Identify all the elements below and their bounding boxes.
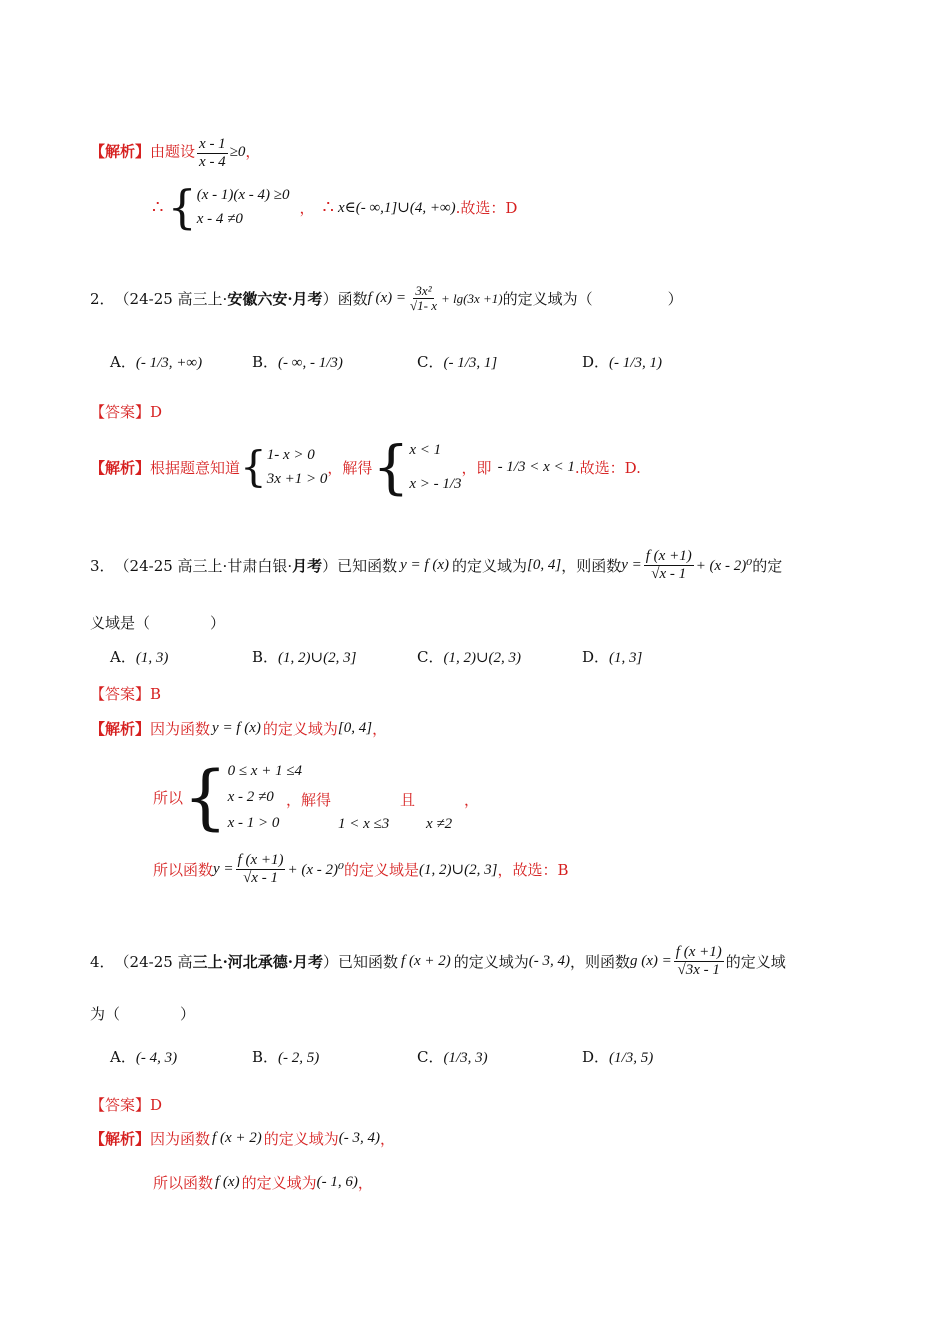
conclusion: .故选：D <box>455 198 518 217</box>
system-line: 0 ≤ x + 1 ≤4 <box>227 763 303 779</box>
punctuation: ， <box>379 1130 395 1148</box>
analysis-text: 所以 <box>153 788 184 807</box>
function-lhs: y = <box>621 556 642 573</box>
source: ）函数 <box>322 290 368 309</box>
analysis-text: 的定义域是 <box>344 860 420 879</box>
fraction-numerator: f (x +1) <box>237 852 284 868</box>
option-b[interactable] <box>252 1046 319 1067</box>
option-label: C． <box>417 648 444 666</box>
system-line: x - 2 ≠0 <box>227 789 274 805</box>
option-b[interactable] <box>252 351 343 372</box>
option-value: (1/3, 3) <box>443 1050 488 1066</box>
system-line: x > - 1/3 <box>409 476 462 492</box>
equation-system <box>197 183 290 231</box>
answer-value: D <box>150 403 163 421</box>
therefore-symbol: ∴ <box>152 196 164 218</box>
option-label: A． <box>110 353 136 371</box>
domain: (- 1, 6) <box>316 1174 358 1190</box>
solve-text: ，解得 <box>286 791 332 809</box>
q3-answer <box>90 683 161 704</box>
fraction-denominator: √x - 1 <box>651 565 687 582</box>
domain: (- 3, 4) <box>338 1130 380 1146</box>
inequality: ≥0 <box>229 144 246 161</box>
q4-analysis <box>90 1128 395 1149</box>
q3-stem-line2: 义域是（ ） <box>90 614 226 632</box>
option-value: (- 4, 3) <box>135 1050 178 1066</box>
q4-options <box>110 1038 890 1078</box>
result-2: x ≠2 <box>426 816 453 832</box>
system-line: 1- x > 0 <box>266 447 315 463</box>
stem-text: 的定义域为 <box>453 952 529 971</box>
fraction-denominator: √1- x <box>410 298 437 314</box>
function: f (x + 2) <box>401 952 451 969</box>
option-d[interactable] <box>582 351 662 372</box>
answer-tag: 【答案】 <box>90 685 151 703</box>
punctuation: ， <box>299 198 315 217</box>
analysis-tag: 【解析】 <box>90 142 151 161</box>
left-brace: { <box>240 442 267 491</box>
q4-answer <box>90 1094 162 1115</box>
q3-stem <box>90 548 782 582</box>
option-c[interactable] <box>417 646 521 667</box>
answer-value: D <box>150 1096 163 1114</box>
punctuation: ， <box>464 791 480 809</box>
option-label: B． <box>252 1048 279 1066</box>
question-number: 2． <box>90 290 115 309</box>
left-brace: { <box>183 756 228 838</box>
option-value: (1/3, 5) <box>609 1050 654 1066</box>
function-tail: + (x - 2)⁰ <box>695 557 753 574</box>
answer-tag: 【答案】 <box>90 1096 151 1114</box>
fraction-numerator: x - 1 <box>199 136 226 152</box>
option-c[interactable] <box>417 1046 488 1067</box>
q2-stem <box>90 284 683 314</box>
option-value: (- 1/3, +∞) <box>135 355 203 371</box>
domain: [0, 4] <box>337 720 373 736</box>
q4-analysis-line2 <box>153 1172 373 1193</box>
q3-options <box>110 642 890 672</box>
source-place: 安徽六安·月考 <box>227 290 323 309</box>
analysis-text: 因为函数 <box>150 1130 211 1148</box>
option-value: (- 1/3, 1] <box>443 355 498 371</box>
q2-answer <box>90 401 162 422</box>
option-b[interactable] <box>252 646 356 667</box>
q2-analysis <box>90 433 641 501</box>
option-a[interactable] <box>110 1046 177 1067</box>
answer-value: B <box>150 685 162 703</box>
function-lhs: g (x) = <box>630 952 672 969</box>
analysis-text: ，即 <box>461 458 492 477</box>
source: ）已知函数 <box>323 952 399 971</box>
analysis-text: 由题设 <box>150 142 196 161</box>
result-1: 1 < x ≤3 <box>338 816 390 832</box>
q3-final <box>153 852 568 886</box>
option-label: D． <box>582 353 610 371</box>
option-label: B． <box>252 648 279 666</box>
system-line: x - 4 ≠0 <box>196 211 243 227</box>
and-text: 且 <box>400 791 416 809</box>
range: - 1/3 < x < 1 <box>497 458 575 475</box>
punctuation: ， <box>372 720 388 738</box>
fraction-numerator: f (x +1) <box>675 944 722 960</box>
fraction-denominator: √3x - 1 <box>677 961 720 978</box>
analysis-text: 的定义域为 <box>241 1174 317 1192</box>
analysis-tag: 【解析】 <box>90 720 151 738</box>
fraction <box>408 284 439 314</box>
q1-analysis-line <box>90 136 260 170</box>
q3-analysis <box>90 718 387 739</box>
source: ）已知函数 <box>322 556 398 575</box>
fraction-denominator: x - 4 <box>199 153 226 170</box>
option-value: (1, 2)∪(2, 3] <box>278 650 357 666</box>
option-value: (- 1/3, 1) <box>609 355 662 371</box>
q3-system <box>153 758 302 836</box>
result-set: x∈(- ∞,1]∪(4, +∞) <box>337 199 456 216</box>
q4-stem <box>90 944 786 978</box>
function-tail: + lg(3x +1) <box>441 290 503 306</box>
option-a[interactable] <box>110 351 202 372</box>
analysis-text: 所以函数 <box>153 1174 214 1192</box>
source-place: 三上·河北承德·月考 <box>192 952 324 971</box>
fraction <box>644 548 694 582</box>
option-label: A． <box>110 1048 136 1066</box>
option-d[interactable] <box>582 1046 653 1067</box>
option-value: (1, 3] <box>609 650 643 666</box>
punctuation: ， <box>357 1174 373 1192</box>
fraction-numerator: 3x² <box>415 283 432 298</box>
function-lhs: f (x) = <box>367 290 407 307</box>
equation-system <box>409 433 461 501</box>
stem-tail: 的定义域 <box>725 952 786 971</box>
fraction-denominator: √x - 1 <box>243 869 278 886</box>
system-line: x < 1 <box>409 442 442 458</box>
stem-tail: 的定 <box>752 556 783 575</box>
fraction <box>236 852 286 886</box>
source: （24-25 高 <box>114 952 193 971</box>
answer-tag: 【答案】 <box>90 403 151 421</box>
domain: (- 3, 4) <box>528 952 570 969</box>
option-label: C． <box>417 353 444 371</box>
fraction <box>674 944 724 978</box>
option-value: (1, 3) <box>135 650 169 666</box>
left-brace: { <box>167 180 197 234</box>
q1-system-line <box>152 180 518 234</box>
fraction <box>195 136 246 170</box>
function: f (x) <box>215 1174 240 1190</box>
source: （24-25 高三上· <box>114 290 228 309</box>
system-line: (x - 1)(x - 4) ≥0 <box>196 187 290 203</box>
q4-stem-line2: 为（ ） <box>90 1005 196 1023</box>
option-label: A． <box>110 648 136 666</box>
analysis-text: 因为函数 <box>150 720 211 738</box>
analysis-text: 的定义域为 <box>262 720 338 738</box>
system-line: 3x +1 > 0 <box>266 471 328 487</box>
function: y = f (x) <box>212 720 261 736</box>
domain: (1, 2)∪(2, 3] <box>419 861 498 878</box>
conclusion: .故选：D. <box>574 458 641 477</box>
option-d[interactable] <box>582 646 642 667</box>
therefore-symbol: ∴ <box>322 196 334 218</box>
option-label: C． <box>417 1048 444 1066</box>
option-value: (- ∞, - 1/3) <box>278 355 343 371</box>
analysis-tag: 【解析】 <box>90 1130 151 1148</box>
analysis-text: 所以函数 <box>153 860 214 879</box>
option-c[interactable] <box>417 351 497 372</box>
option-label: D． <box>582 648 610 666</box>
domain: [0, 4] <box>527 556 562 573</box>
option-label: B． <box>252 353 279 371</box>
function: y = f (x) <box>400 556 449 573</box>
function: f (x + 2) <box>212 1130 262 1146</box>
equation-system <box>267 443 328 491</box>
option-label: D． <box>582 1048 610 1066</box>
analysis-text: 根据题意知道 <box>150 458 241 477</box>
option-value: (- 2, 5) <box>278 1050 320 1066</box>
option-a[interactable] <box>110 646 168 667</box>
fraction-numerator: f (x +1) <box>645 548 692 564</box>
punctuation: ， <box>245 142 261 161</box>
stem-text: 的定义域为 <box>452 556 528 575</box>
q2-options <box>110 341 890 385</box>
source: （24-25 高三上·甘肃白银· <box>114 556 293 575</box>
analysis-text: 的定义域为 <box>263 1130 339 1148</box>
stem-text: ，则函数 <box>569 952 630 971</box>
function-tail: + (x - 2)⁰ <box>287 861 345 878</box>
analysis-tag: 【解析】 <box>90 458 151 477</box>
function-lhs: y = <box>213 860 234 877</box>
option-value: (1, 2)∪(2, 3) <box>443 650 522 666</box>
left-brace: { <box>372 433 410 501</box>
analysis-text: ，解得 <box>327 458 373 477</box>
system-line: x - 1 > 0 <box>227 815 280 831</box>
question-number: 4． <box>90 952 115 971</box>
question-number: 3． <box>90 556 115 575</box>
conclusion: ，故选：B <box>497 860 569 879</box>
stem-tail: 的定义域为（ ） <box>502 290 683 309</box>
source-place: 月考 <box>292 556 323 575</box>
stem-text: ，则函数 <box>561 556 622 575</box>
